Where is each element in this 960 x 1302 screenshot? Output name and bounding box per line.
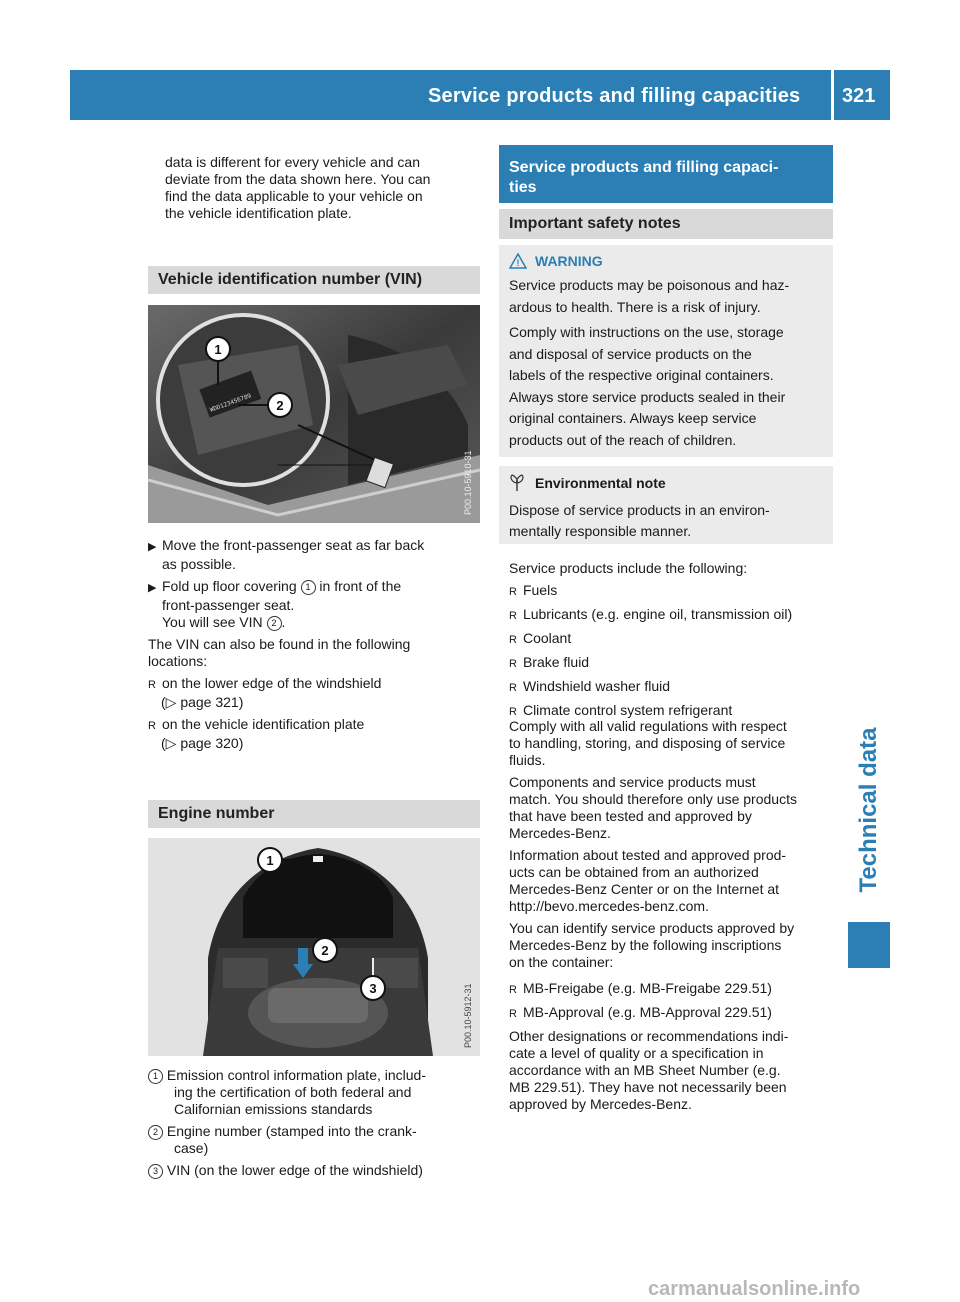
vin-callout-2: 2 bbox=[276, 398, 284, 413]
callout-1-icon: 1 bbox=[148, 1069, 163, 1084]
bullet-icon: R bbox=[509, 658, 517, 670]
list-item: R Brake fluid bbox=[509, 654, 590, 670]
list-item: R Windshield washer fluid bbox=[509, 678, 671, 694]
header-divider bbox=[831, 70, 834, 120]
bullet-icon: R bbox=[509, 682, 517, 694]
engine-heading: Engine number bbox=[148, 800, 480, 828]
bullet-icon: R bbox=[509, 1008, 517, 1020]
vin-heading: Vehicle identification number (VIN) bbox=[148, 266, 480, 294]
callout-1-icon: 1 bbox=[301, 580, 316, 595]
callout-3-icon: 3 bbox=[148, 1164, 163, 1179]
bullet-icon: R bbox=[148, 679, 156, 691]
engine-photo-code: P00.10-5912-31 bbox=[463, 983, 473, 1048]
page-link[interactable]: (▷ page 320) bbox=[161, 735, 244, 751]
list-item: R MB-Freigabe (e.g. MB-Freigabe 229.51) bbox=[509, 980, 772, 996]
step-arrow-icon: ▶ bbox=[148, 582, 157, 594]
page-number: 321 bbox=[842, 85, 876, 107]
side-tab-label: Technical data bbox=[855, 727, 882, 893]
section-heading: Service products and filling capaci- ties bbox=[499, 145, 833, 203]
svg-text:WDD123456789: WDD123456789 bbox=[209, 392, 253, 414]
callout-2-icon: 2 bbox=[148, 1125, 163, 1140]
intro-paragraph: data is different for every vehicle and can deviate from the data shown here. You can find the data applicable to your vehicle on the vehicle identification plate. bbox=[165, 154, 431, 221]
list-item: R Lubricants (e.g. engine oil, transmission oil) bbox=[509, 606, 793, 622]
callout-2-icon: 2 bbox=[267, 616, 282, 631]
bullet-icon: R bbox=[509, 586, 517, 598]
step-2: ▶ Fold up floor covering 1 in front of the bbox=[148, 578, 480, 597]
step-1: ▶ Move the front-passenger seat as far back bbox=[148, 537, 480, 556]
engine-bay-photo bbox=[148, 838, 480, 1056]
list-item: R Climate control system refrigerant bbox=[509, 702, 733, 718]
warning-box: ! WARNING Service products may be poisonous and haz- ardous to health. There is a risk of injury. Comply with instructions on the use, storage and disposal of service products on the labels of the respective original containers. Always store service products sealed in their original containers. Always keep service products out of the reach of children. bbox=[499, 245, 833, 457]
bullet-icon: R bbox=[509, 984, 517, 996]
list-item: R on the lower edge of the windshield bbox=[148, 675, 382, 691]
bullet-icon: R bbox=[509, 634, 517, 646]
website-link[interactable]: http://bevo.mercedes-benz.com. bbox=[509, 898, 709, 914]
list-item: R MB-Approval (e.g. MB-Approval 229.51) bbox=[509, 1004, 772, 1020]
environment-leaf-icon bbox=[509, 474, 525, 492]
bullet-icon: R bbox=[509, 706, 517, 718]
step-list: ▶ Move the front-passenger seat as far back as possible. ▶ Fold up floor covering 1 in front of the front-passenger seat. You will see VIN 2 . The VIN can also be found in the following locations: R on the lower edge of the windshield (▷ page 321) R on the vehicle identification plate (▷ page 320) bbox=[148, 537, 480, 752]
engine-callout-2: 2 bbox=[321, 943, 329, 958]
svg-text:!: ! bbox=[516, 258, 520, 268]
vin-photo-code: P00.10-5910-31 bbox=[463, 450, 473, 515]
side-tab-marker bbox=[848, 922, 890, 968]
vin-location-photo bbox=[148, 305, 480, 523]
safety-heading: Important safety notes bbox=[499, 209, 833, 239]
warning-triangle-icon bbox=[509, 253, 527, 269]
watermark: carmanualsonline.info bbox=[648, 1278, 861, 1300]
list-item: R Coolant bbox=[509, 630, 572, 646]
environment-note-box: Environmental note Dispose of service products in an environ- mentally responsible manner. bbox=[499, 466, 833, 544]
page-link[interactable]: (▷ page 321) bbox=[161, 694, 244, 710]
step-arrow-icon: ▶ bbox=[148, 541, 157, 553]
header-title: Service products and filling capacities bbox=[428, 85, 801, 107]
engine-legend: 1 Emission control information plate, includ- ing the certification of both federal and Californian emissions standards 2 Engine number (stamped into the crank- case) 3 VIN (on the lower edge of the windshield) bbox=[148, 1067, 480, 1179]
engine-callout-1: 1 bbox=[266, 853, 274, 868]
list-item: R on the vehicle identification plate bbox=[148, 716, 365, 732]
list-item: R Fuels bbox=[509, 582, 558, 598]
includes-list: Service products include the following: R Fuels R Lubricants (e.g. engine oil, transmission oil) R Coolant R Brake fluid R Windshield washer fluid R Climate control system refrigerant bbox=[509, 557, 839, 723]
body-text: Comply with all valid regulations with respect to handling, storing, and disposing of service fluids. Components and service products must match. You should therefore only use products that have been tested and approved by Mercedes-Benz. Information about tested and approved prod- ucts can be obtained from an authorized Mercedes-Benz Center or on the Internet at http://bevo.mercedes-benz.com. You can identify service products approved by Mercedes-Benz by the following inscriptions on the container: R MB-Freigabe (e.g. MB-Freigabe 229.51) R MB-Approval (e.g. MB-Approval 229.51) Other designations or recommendations indi- cate a level of quality or a specification in accordance with an MB Sheet Number (e.g. MB 229.51). They have not necessarily been approved by Mercedes-Benz. bbox=[509, 718, 839, 1113]
warning-label: WARNING bbox=[535, 253, 603, 269]
engine-callout-3: 3 bbox=[369, 981, 377, 996]
bullet-icon: R bbox=[148, 720, 156, 732]
vin-callout-1: 1 bbox=[214, 342, 222, 357]
bullet-icon: R bbox=[509, 610, 517, 622]
environment-label: Environmental note bbox=[535, 475, 666, 491]
